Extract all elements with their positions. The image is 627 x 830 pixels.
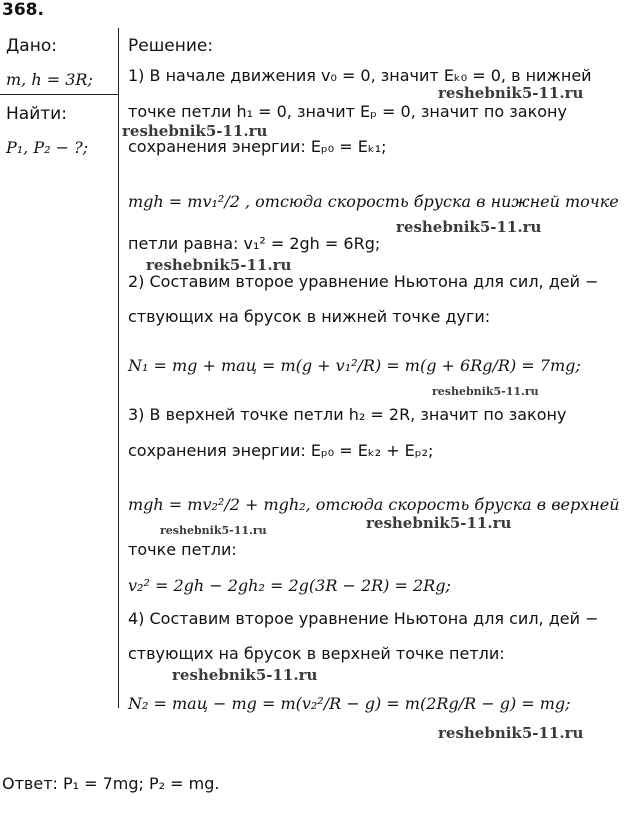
solution-line: 4) Составим второе уравнение Ньютона для сил, дей − (128, 609, 599, 628)
solution-line: 2) Составим второе уравнение Ньютона для сил, дей − (128, 272, 599, 291)
formula-line: N₁ = mg + maц = m(g + v₁²/R) = m(g + 6Rg/R) = 7mg; (128, 356, 581, 375)
answer: Ответ: P₁ = 7mg; P₂ = mg. (2, 774, 220, 793)
given-divider (0, 94, 118, 95)
solution-line: ствующих на брусок в нижней точке дуги: (128, 307, 491, 326)
solution-line: сохранения энергии: Eₚ₀ = Eₖ₁; (128, 137, 387, 156)
solution-line: 1) В начале движения v₀ = 0, значит Eₖ₀ = 0, в нижней (128, 66, 592, 85)
solution-line: 3) В верхней точке петли h₂ = 2R, значит по закону (128, 405, 567, 424)
given-text: m, h = 3R; (6, 70, 93, 89)
watermark: reshebnik5-11.ru (172, 666, 318, 684)
formula-line: N₂ = maц − mg = m(v₂²/R − g) = m(2Rg/R − g) = mg; (128, 694, 571, 713)
formula-line: v₂² = 2gh − 2gh₂ = 2g(3R − 2R) = 2Rg; (128, 576, 451, 595)
solution-line: точке петли h₁ = 0, значит Eₚ = 0, значит по закону (128, 102, 567, 121)
watermark: reshebnik5-11.ru (146, 256, 292, 274)
formula-line: mgh = mv₁²/2 , отсюда скорость бруска в нижней точке (128, 192, 619, 211)
problem-number: 368. (2, 0, 44, 20)
solution-line: петли равна: v₁² = 2gh = 6Rg; (128, 234, 381, 253)
formula-line: mgh = mv₂²/2 + mgh₂, отсюда скорость бруска в верхней (128, 495, 620, 514)
watermark: reshebnik5-11.ru (438, 724, 584, 742)
watermark: reshebnik5-11.ru (122, 122, 268, 140)
watermark: reshebnik5-11.ru (432, 385, 539, 398)
watermark: reshebnik5-11.ru (396, 218, 542, 236)
watermark: reshebnik5-11.ru (438, 84, 584, 102)
column-divider (118, 28, 119, 708)
solution-line: точке петли: (128, 540, 237, 559)
find-text: P₁, P₂ − ?; (6, 138, 89, 157)
solution-line: ствующих на брусок в верхней точке петли: (128, 644, 505, 663)
solution-line: сохранения энергии: Eₚ₀ = Eₖ₂ + Eₚ₂; (128, 441, 434, 460)
watermark: reshebnik5-11.ru (366, 514, 512, 532)
given-title: Дано: (6, 36, 57, 56)
solution-title: Решение: (128, 36, 214, 56)
watermark: reshebnik5-11.ru (160, 524, 267, 537)
find-title: Найти: (6, 104, 67, 124)
